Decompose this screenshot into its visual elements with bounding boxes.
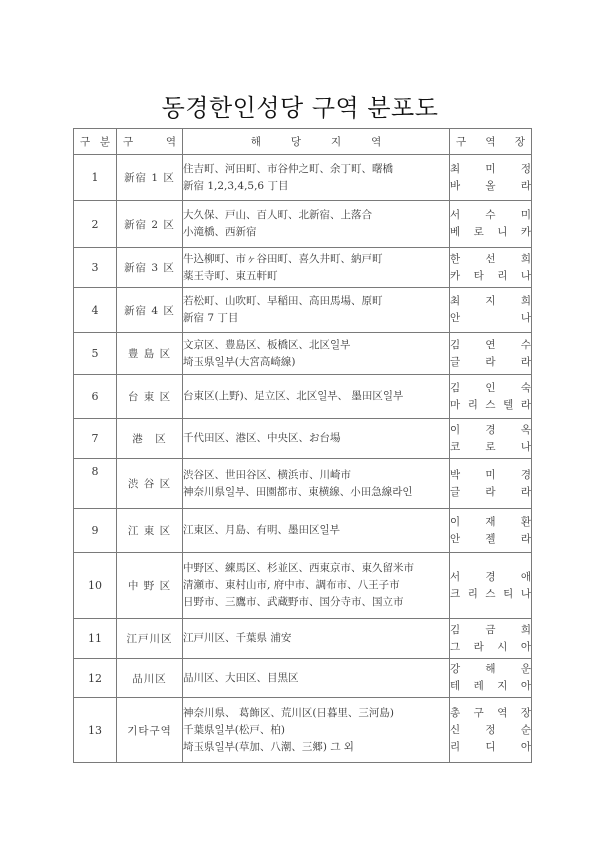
zone-name: 江戸川区 [117,619,183,659]
table-row [74,375,532,419]
zone-name: 江 東 区 [117,509,183,553]
zone-name: 豊 島 区 [117,333,183,375]
area-line: 埼玉県일부(草加、八潮、三郷) 그 외 [183,740,354,753]
leader-name: 박 미 경 [450,468,531,481]
zone-name: 新宿 4 区 [117,288,183,333]
zone-name: 기타구역 [117,698,183,763]
leader-name: 글 라 라 [450,355,531,368]
zone-number: 7 [74,419,117,459]
leader-name: 한 선 희 [450,252,531,265]
header-zone-leader: 구 역 장 [450,129,532,155]
area-line: 渋谷区、世田谷区、横浜市、川崎市 [183,468,351,481]
area-line: 埼玉県일부(大宮高崎線) [183,355,296,368]
table-row [74,553,532,619]
zone-name: 新宿 3 区 [117,248,183,288]
zone-areas [183,288,450,333]
leader-name: 신 정 순 [450,723,531,736]
zone-number: 9 [74,509,117,553]
leader-name: 최 미 정 [450,162,531,175]
leader-name: 김 금 희 [450,623,531,636]
leader-name: 바 올 라 [450,179,531,192]
zone-number: 12 [74,659,117,698]
zone-name: 新宿 2 区 [117,201,183,248]
area-line: 神奈川県、 葛飾区、荒川区(日暮里、三河島) [183,706,395,719]
area-line: 牛込柳町、市ヶ谷田町、喜久井町、納戸町 [183,252,383,265]
page-title: 동경한인성당 구역 분포도 [161,94,439,122]
table-row [74,333,532,375]
zone-areas [183,509,450,553]
leader-name: 베 로 니 카 [450,226,531,238]
zone-number: 11 [74,619,117,659]
zone-areas [183,619,450,659]
area-line: 台東区(上野)、足立区、北区일부、 墨田区일부 [183,390,404,402]
zone-number: 13 [74,698,117,763]
zone-name: 台 東 区 [117,375,183,419]
zone-number: 3 [74,248,117,288]
zone-areas [183,419,450,459]
zone-name: 港 区 [117,419,183,459]
zone-areas [183,201,450,248]
zone-number: 6 [74,375,117,419]
leader-name: 서 경 애 [450,570,531,583]
area-line: 神奈川県일부、田園都市、東横線、小田急線라인 [183,485,413,498]
header-area: 해 당 지 역 [183,129,450,155]
leader-name: 이 재 환 [450,515,531,528]
leader-name: 강 해 운 [450,663,531,675]
zone-leaders [450,248,532,288]
zone-number: 10 [74,553,117,619]
zone-areas [183,553,450,619]
zone-leaders [450,201,532,248]
zone-areas [183,155,450,201]
zone-areas [183,459,450,509]
zone-name: 渋 谷 区 [117,459,183,509]
leader-name: 리 디 아 [450,740,531,753]
leader-name: 그 라 시 아 [450,640,531,653]
zone-number: 2 [74,201,117,248]
area-line: 若松町、山吹町、早稲田、高田馬場、原町 [183,295,383,307]
zone-areas [183,248,450,288]
zone-number: 1 [74,155,117,201]
zone-areas [183,333,450,375]
table-row [74,698,532,763]
zone-number: 4 [74,288,117,333]
zone-leaders [450,553,532,619]
zone-areas [183,659,450,698]
area-line: 文京区、豊島区、板橋区、北区일부 [183,338,351,351]
zone-leaders [450,155,532,201]
zone-leaders [450,698,532,763]
zone-number: 8 [74,459,117,509]
table-row [74,155,532,201]
zone-leaders [450,659,532,698]
leader-name: 서 수 미 [450,209,531,221]
table-row [74,509,532,553]
area-line: 日野市、三鷹市、武蔵野市、国分寺市、国立市 [183,596,404,608]
zone-areas [183,375,450,419]
leader-name: 안 젤 라 [450,532,531,545]
zone-leaders [450,419,532,459]
zone-distribution-table [73,128,532,763]
zone-number: 5 [74,333,117,375]
table-row [74,288,532,333]
zone-name: 品川区 [117,659,183,698]
area-line: 品川区、大田区、目黒区 [183,671,299,684]
table-row [74,248,532,288]
area-line: 大久保、戸山、百人町、北新宿、上落合 [183,209,372,221]
leader-name: 글 라 라 [450,485,531,498]
table-body [74,155,532,763]
area-line: 新宿 1,2,3,4,5,6 丁目 [183,179,289,192]
zone-leaders [450,459,532,509]
zone-leaders [450,509,532,553]
leader-name: 총 구 역 장 [450,706,531,719]
area-line: 千代田区、港区、中央区、お台場 [183,432,341,444]
zone-areas [183,698,450,763]
table-header-row [74,129,532,155]
area-line: 清瀬市、東村山市, 府中市、調布市、八王子市 [183,579,400,591]
zone-name: 中 野 区 [117,553,183,619]
zone-leaders [450,619,532,659]
leader-name: 이 경 옥 [450,423,531,436]
area-line: 千葉県일부(松戸、柏) [183,723,285,736]
leader-name: 코 로 나 [450,440,531,453]
zone-leaders [450,375,532,419]
area-line: 住吉町、河田町、市谷仲之町、余丁町、曙橋 [183,162,393,175]
leader-name: 테 레 지 아 [450,680,531,692]
leader-name: 김 연 수 [450,338,531,351]
leader-name: 김 인 숙 [450,381,531,394]
leader-name: 마 리 스 텔 라 [450,398,531,411]
table-row [74,201,532,248]
area-line: 小滝橋、西新宿 [183,226,257,238]
header-zone: 구 역 [117,129,183,155]
leader-name: 최 지 희 [450,295,531,307]
header-division: 구 분 [74,129,117,155]
area-line: 薬王寺町、東五軒町 [183,269,278,282]
table-row [74,659,532,698]
zone-leaders [450,333,532,375]
leader-name: 안 나 [450,312,531,324]
area-line: 江戸川区、千葉県 浦安 [183,632,292,644]
table-row [74,619,532,659]
area-line: 江東区、月島、有明、墨田区일부 [183,524,340,536]
area-line: 中野区、練馬区、杉並区、西東京市、東久留米市 [183,562,414,574]
table-row [74,419,532,459]
table-row [74,459,532,509]
leader-name: 크 리 스 티 나 [450,587,531,600]
zone-name: 新宿 1 区 [117,155,183,201]
area-line: 新宿 7 丁目 [183,312,239,324]
zone-leaders [450,288,532,333]
leader-name: 카 타 리 나 [450,269,531,282]
